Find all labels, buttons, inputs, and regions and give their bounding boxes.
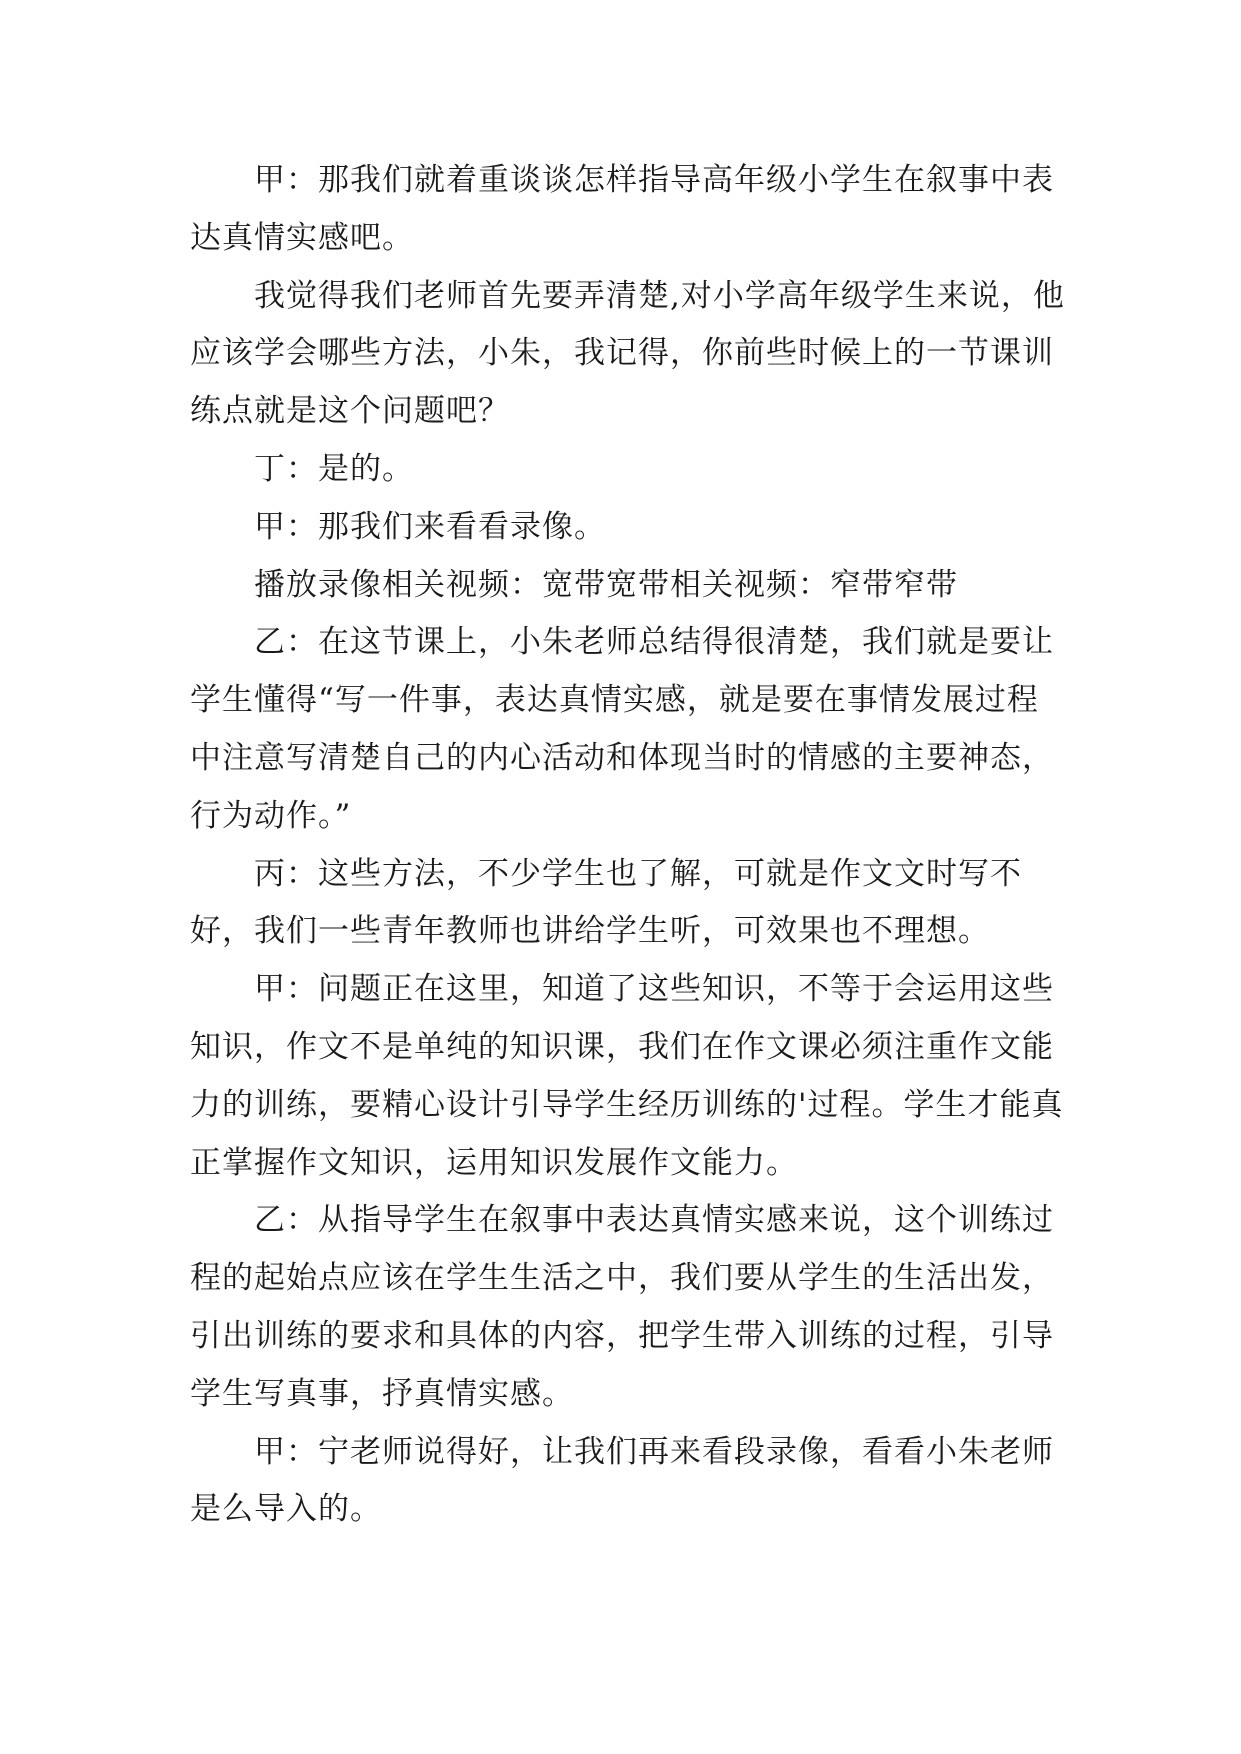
- document-body: [190, 152, 1070, 1539]
- paragraph-5: 播放录像相关视频：宽带宽带相关视频：窄带窄带: [254, 566, 958, 603]
- paragraph-2: 我觉得我们老师首先要弄清楚,对小学高年级学生来说，他应该学会哪些方法，小朱，我记得，你前些时候上的一节课训练点就是这个问题吧？: [190, 277, 1065, 430]
- paragraph-4: 甲：那我们来看看录像。: [254, 508, 606, 545]
- paragraph-6: 乙：在这节课上，小朱老师总结得很清楚，我们就是要让学生懂得“写一件事，表达真情实感，就是要在事情发展过程中注意写清楚自己的内心活动和体现当时的情感的主要神态，行为动作。”: [190, 624, 1054, 834]
- paragraph-1: 甲：那我们就着重谈谈怎样指导高年级小学生在叙事中表达真情实感吧。: [190, 162, 1054, 256]
- paragraph-9: 乙：从指导学生在叙事中表达真情实感来说，这个训练过程的起始点应该在学生生活之中，我们要从学生的生活出发，引出训练的要求和具体的内容，把学生带入训练的过程，引导学生写真事，抒真情实感。: [190, 1202, 1054, 1412]
- paragraph-10: 甲：宁老师说得好，让我们再来看段录像，看看小朱老师是么导入的。: [190, 1433, 1054, 1528]
- paragraph-8: 甲：问题正在这里，知道了这些知识，不等于会运用这些知识，作文不是单纯的知识课，我们在作文课必须注重作文能力的训练，要精心设计引导学生经历训练的'过程。学生才能真正掌握作文知识，运用知识发展作文能力。: [190, 971, 1064, 1181]
- paragraph-3: 丁：是的。: [254, 450, 414, 487]
- paragraph-7: 丙：这些方法，不少学生也了解，可就是作文文时写不好，我们一些青年教师也讲给学生听，可效果也不理想。: [190, 855, 1022, 950]
